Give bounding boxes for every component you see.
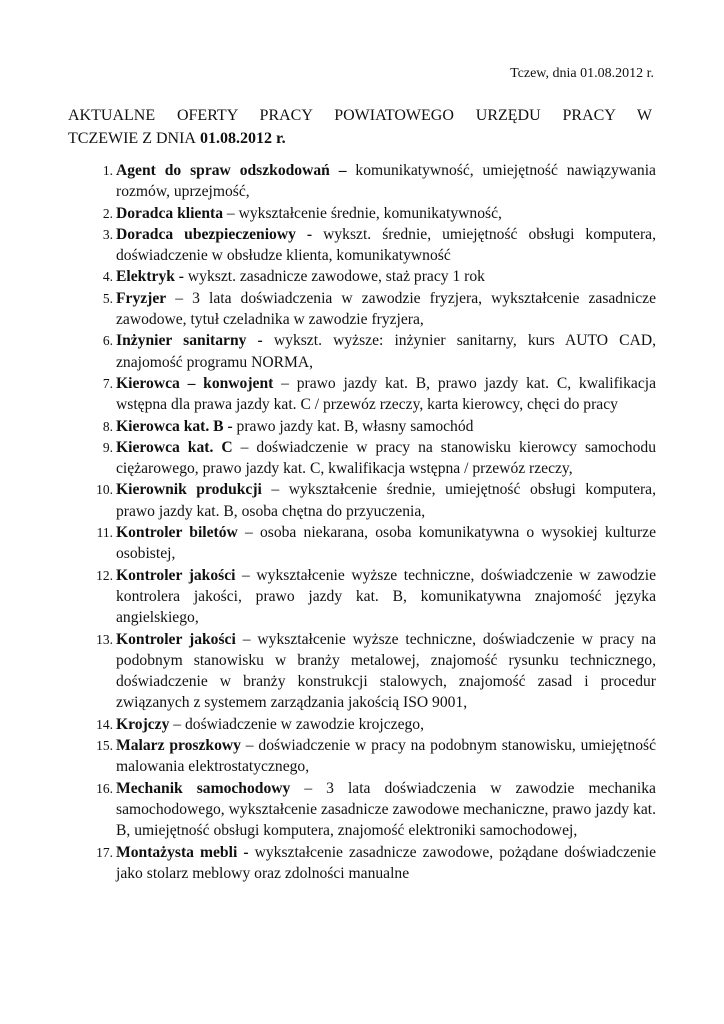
- title-date: 01.08.2012 r.: [199, 130, 286, 147]
- job-requirements: – doświadczenie w pracy na stanowisku kierowcy samochodu ciężarowego, prawo jazdy kat. C, kwalifikacja wstępna / przewóz rzeczy,: [116, 438, 656, 478]
- item-number: 7.: [102, 375, 113, 391]
- list-item: [68, 203, 656, 224]
- item-number: 6.: [102, 333, 113, 349]
- title-prefix: TCZEWIE Z DNIA: [68, 130, 196, 147]
- job-offers-list: [68, 160, 656, 884]
- item-number: 15.: [96, 738, 113, 754]
- job-requirements: – wykształcenie średnie, umiejętność obsługi komputera, prawo jazdy kat. B, osoba chętna do przyuczenia,: [116, 481, 656, 520]
- item-number: 8.: [102, 418, 113, 434]
- job-requirements: – osoba niekarana, osoba komunikatywna o wysokiej kulturze osobistej,: [116, 524, 656, 563]
- item-number: 11.: [96, 525, 113, 541]
- job-requirements: – wykształcenie wyższe techniczne, doświadczenie w zawodzie kontrolera jakości, prawo jazdy kat. B, komunikatywna znajomość języka angielskiego,: [116, 566, 656, 627]
- job-requirements: wykształcenie zasadnicze zawodowe, pożądane doświadczenie jako stolarz meblowy oraz zdolności manualne: [116, 843, 656, 882]
- list-item: [68, 629, 656, 714]
- job-title: Montażysta mebli -: [116, 843, 249, 861]
- list-item: [68, 714, 656, 735]
- list-item: [68, 565, 656, 629]
- job-title: Kierownik produkcji: [116, 481, 262, 499]
- item-number: 1.: [102, 163, 113, 178]
- job-requirements: prawo jazdy kat. B, własny samochód: [232, 417, 474, 435]
- list-item: [68, 522, 656, 565]
- list-item: [68, 416, 656, 437]
- list-item: [68, 479, 656, 522]
- job-title: Malarz proszkowy: [116, 737, 241, 755]
- item-number: 13.: [96, 631, 113, 647]
- document-title: [68, 104, 652, 150]
- job-title: Fryzjer: [116, 289, 167, 307]
- job-requirements: wykszt. średnie, umiejętność obsługi komputera, doświadczenie w obsłudze klienta, komunikatywność: [116, 225, 656, 265]
- job-title: Elektryk -: [116, 268, 185, 286]
- item-number: 14.: [96, 716, 113, 732]
- job-title: Doradca ubezpieczeniowy -: [116, 225, 313, 243]
- job-title: Kierowca kat. B -: [116, 417, 233, 435]
- list-item: [68, 735, 656, 778]
- job-requirements: – wykształcenie średnie, komunikatywność,: [223, 204, 502, 222]
- job-requirements: – 3 lata doświadczenia w zawodzie fryzjera, wykształcenie zasadnicze zawodowe, tytuł czeladnika w zawodzie fryzjera,: [116, 289, 656, 329]
- item-number: 2.: [102, 205, 113, 221]
- job-title: Kierowca – konwojent: [116, 374, 274, 392]
- job-requirements: wykszt. wyższe: inżynier sanitarny, kurs AUTO CAD, znajomość programu NORMA,: [116, 332, 656, 371]
- job-title: Mechanik samochodowy: [116, 779, 291, 797]
- job-requirements: – prawo jazdy kat. B, prawo jazdy kat. C, kwalifikacja wstępna dla prawa jazdy kat. C / przewóz rzeczy, karta kierowcy, chęci do pracy: [116, 374, 656, 414]
- list-item: [68, 266, 656, 287]
- job-requirements: – doświadczenie w pracy na podobnym stanowisku, umiejętność malowania elektrostatycznego,: [116, 737, 656, 776]
- job-requirements: – doświadczenie w zawodzie krojczego,: [169, 715, 424, 733]
- job-requirements: komunikatywność, umiejętność nawiązywania rozmów, uprzejmość,: [116, 162, 656, 201]
- item-number: 16.: [96, 780, 113, 796]
- list-item: [68, 160, 656, 203]
- list-item: [68, 373, 656, 416]
- list-item: [68, 778, 656, 842]
- job-title: Kierowca kat. C: [116, 438, 233, 456]
- job-title: Kontroler biletów: [116, 524, 238, 542]
- list-item: [68, 330, 656, 373]
- job-requirements: – 3 lata doświadczenia w zawodzie mechanika samochodowego, wykształcenie zasadnicze zawodowe mechaniczne, prawo jazdy kat. B, umiejętność obsługi komputera, znajomość elektroniki samochodowej,: [116, 779, 656, 840]
- list-item: [68, 288, 656, 331]
- job-requirements: wykszt. zasadnicze zawodowe, staż pracy 1 rok: [184, 268, 485, 286]
- item-number: 12.: [96, 567, 113, 583]
- item-number: 4.: [102, 269, 113, 285]
- list-item: [68, 437, 656, 480]
- list-item: [68, 842, 656, 885]
- list-item: [68, 224, 656, 267]
- title-line-1: AKTUALNE OFERTY PRACY POWIATOWEGO URZĘDU PRACY W: [68, 107, 652, 124]
- title-line-2: [68, 127, 652, 150]
- job-title: Inżynier sanitarny -: [116, 332, 263, 350]
- item-number: 5.: [102, 290, 113, 306]
- job-title: Doradca klienta: [116, 204, 223, 222]
- item-number: 9.: [102, 439, 113, 455]
- job-requirements: – wykształcenie wyższe techniczne, doświadczenie w pracy na podobnym stanowisku w branży metalowej, znajomość rysunku technicznego, doświadczenie w branży konstrukcji stalowych, znajomość zasad i procedur związanych z systemem zarządzania jakością ISO 9001,: [116, 630, 656, 712]
- item-number: 3.: [102, 226, 113, 242]
- document-date: Tczew, dnia 01.08.2012 r.: [510, 66, 654, 81]
- job-title: Kontroler jakości: [116, 566, 236, 584]
- job-title: Agent do spraw odszkodowań –: [116, 162, 347, 179]
- item-number: 17.: [96, 844, 113, 860]
- item-number: 10.: [96, 482, 113, 498]
- job-title: Kontroler jakości: [116, 630, 236, 648]
- job-title: Krojczy: [116, 715, 170, 733]
